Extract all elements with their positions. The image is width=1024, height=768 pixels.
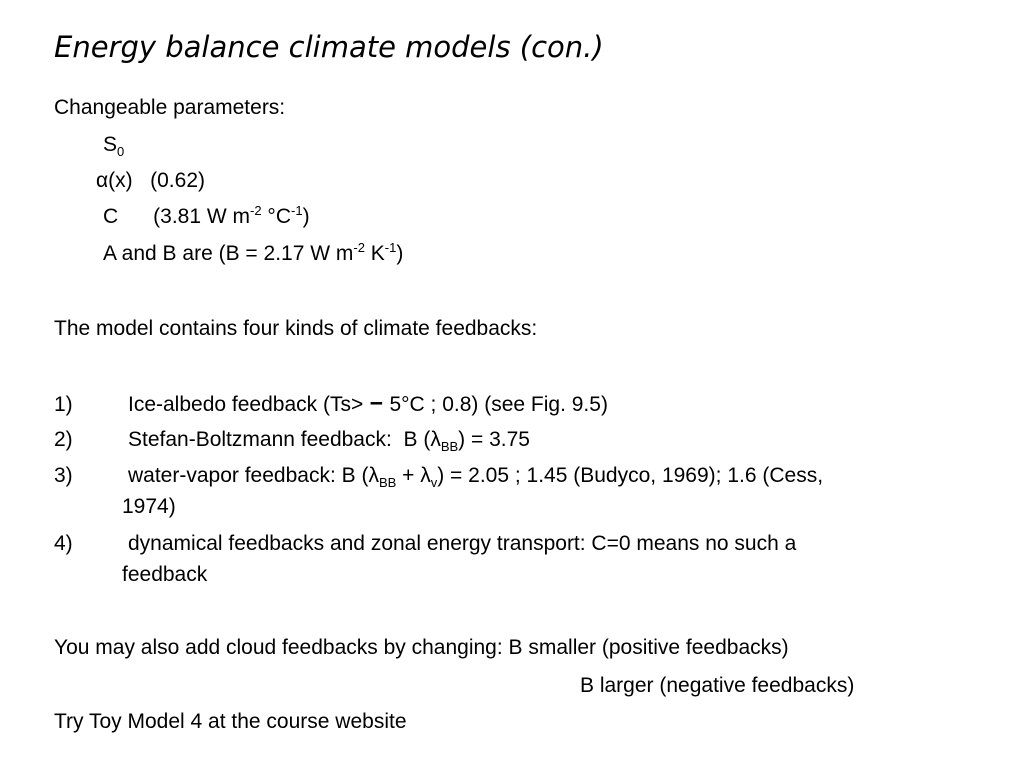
feedback-text: dynamical feedbacks and zonal energy transport: C=0 means no such a	[128, 532, 797, 555]
param-ab-text: A and B are (B = 2.17 W m	[103, 242, 354, 265]
feedback-number: 3)	[54, 464, 73, 487]
param-c-exp2: -1	[291, 203, 303, 218]
feedback-text-end: 5°C ; 0.8) (see Fig. 9.5)	[389, 393, 608, 416]
feedback-text-end: ) = 3.75	[458, 428, 530, 451]
param-s0	[103, 133, 124, 157]
feedback-number: 2)	[54, 428, 73, 451]
param-c-exp1: -2	[250, 203, 262, 218]
feedback-text: Ice-albedo feedback (Ts>	[128, 393, 364, 416]
feedbacks-heading: The model contains four kinds of climate feedbacks:	[54, 317, 538, 340]
feedback-number: 1)	[54, 393, 73, 416]
param-s0-symbol: S	[103, 133, 118, 156]
feedback-text-end: ) = 2.05 ; 1.45 (Budyco, 1969); 1.6 (Cess,	[437, 464, 824, 487]
params-heading: Changeable parameters:	[54, 96, 286, 119]
slide-title: Energy balance climate models (con.)	[54, 30, 604, 64]
param-c-unit: °C	[261, 205, 291, 228]
param-s0-subscript: 0	[117, 144, 125, 159]
lambda-subscript: BB	[378, 475, 397, 490]
feedback-item-4	[54, 532, 796, 556]
param-ab-exp2: -1	[384, 240, 397, 255]
lambda-subscript: v	[430, 475, 438, 490]
param-ab	[103, 242, 403, 266]
minus-sign: −	[363, 390, 390, 416]
feedback-text: water-vapor feedback: B (λ	[128, 464, 379, 487]
cloud-feedback-line: You may also add cloud feedbacks by changing: B smaller (positive feedbacks)	[54, 636, 789, 659]
toy-model-note: Try Toy Model 4 at the course website	[54, 710, 407, 733]
feedback-text: Stefan-Boltzmann feedback: B (λ	[128, 428, 441, 451]
param-c-text: C (3.81 W m	[103, 205, 251, 228]
param-ab-exp1: -2	[353, 240, 365, 255]
feedback-number: 4)	[54, 532, 73, 555]
feedback-text-mid: + λ	[396, 464, 431, 487]
param-ab-unit: K	[364, 242, 385, 265]
param-c	[103, 205, 310, 229]
feedback-item-3	[54, 464, 823, 488]
feedback-item-2	[54, 428, 530, 452]
param-ab-close: )	[396, 242, 404, 265]
feedback-item-1	[54, 391, 608, 417]
feedback-item-4-continuation: feedback	[122, 563, 208, 586]
lambda-subscript: BB	[440, 439, 459, 454]
param-c-close: )	[302, 205, 310, 228]
cloud-feedback-line-2: B larger (negative feedbacks)	[580, 674, 855, 697]
feedback-item-3-continuation: 1974)	[122, 495, 176, 518]
param-alpha: α(x) (0.62)	[96, 169, 205, 192]
